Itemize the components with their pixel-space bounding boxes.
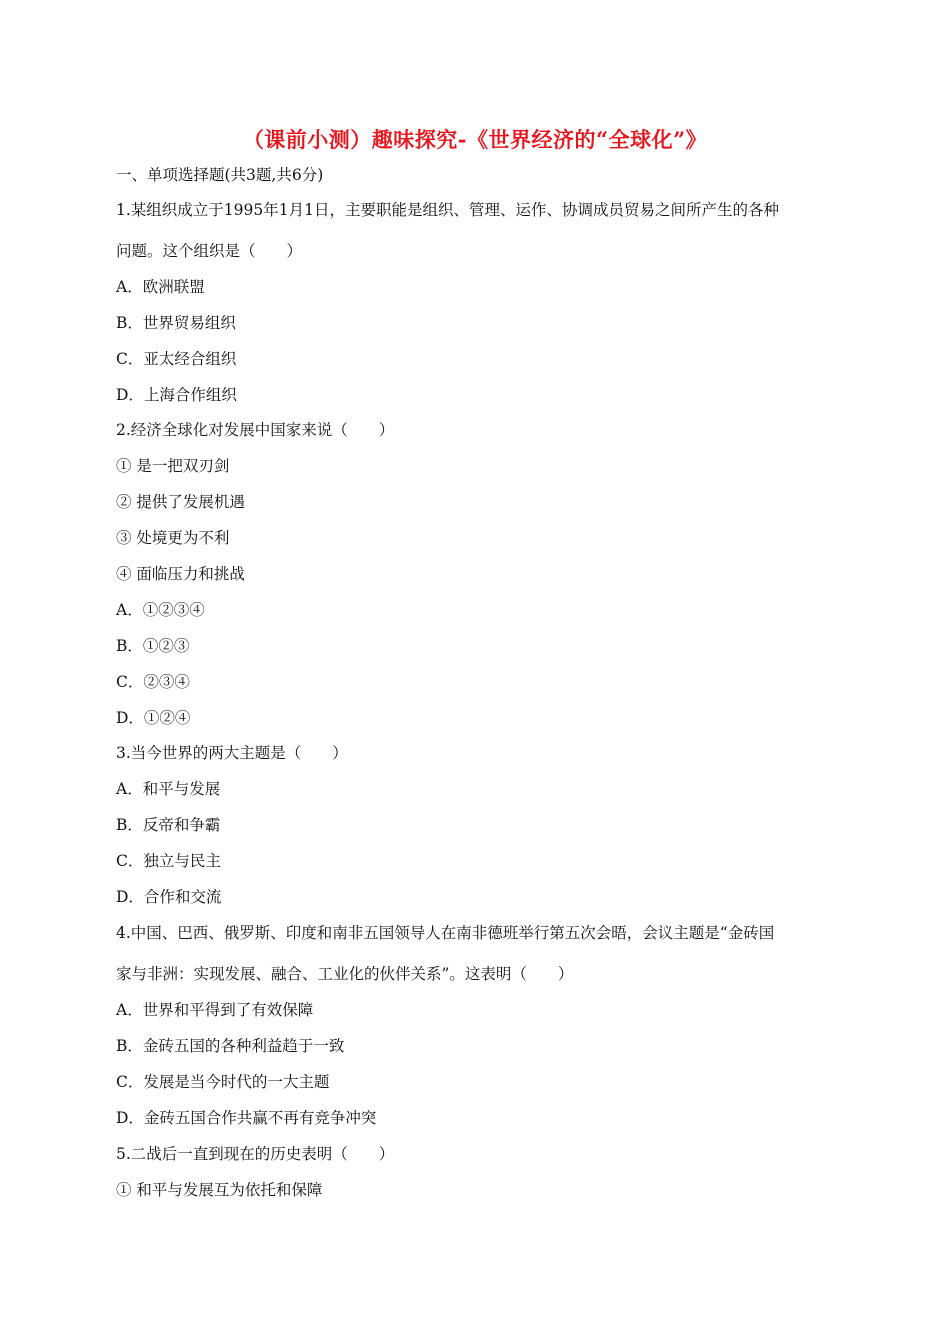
q2-statement-1: ① 是一把双刃剑 bbox=[116, 457, 230, 475]
q5-statement-1: ① 和平与发展互为依托和保障 bbox=[116, 1181, 323, 1199]
q4-option-c: C．发展是当今时代的一大主题 bbox=[116, 1073, 330, 1091]
q3-option-b: B．反帝和争霸 bbox=[116, 816, 221, 834]
q4-stem-line-1: 4.中国、巴西、俄罗斯、印度和南非五国领导人在南非德班举行第五次会晤，会议主题是“金砖国 bbox=[116, 924, 775, 942]
q3-option-c: C．独立与民主 bbox=[116, 852, 221, 870]
q4-stem-line-2: 家与非洲：实现发展、融合、工业化的伙伴关系”。这表明（ ） bbox=[116, 965, 574, 983]
q2-option-a: A．①②③④ bbox=[116, 601, 205, 619]
section-heading: 一、单项选择题(共3题,共6分) bbox=[116, 166, 324, 184]
q3-option-a: A．和平与发展 bbox=[116, 780, 221, 798]
q3-stem: 3.当今世界的两大主题是（ ） bbox=[116, 744, 348, 762]
q2-option-c: C．②③④ bbox=[116, 673, 190, 691]
q1-option-b: B．世界贸易组织 bbox=[116, 314, 236, 332]
q3-option-d: D．合作和交流 bbox=[116, 888, 222, 906]
q2-stem: 2.经济全球化对发展中国家来说（ ） bbox=[116, 421, 395, 439]
q2-statement-3: ③ 处境更为不利 bbox=[116, 529, 230, 547]
q4-option-a: A．世界和平得到了有效保障 bbox=[116, 1001, 314, 1019]
q2-statement-4: ④ 面临压力和挑战 bbox=[116, 565, 245, 583]
q2-statement-2: ② 提供了发展机遇 bbox=[116, 493, 245, 511]
q4-option-d: D．金砖五国合作共赢不再有竞争冲突 bbox=[116, 1109, 377, 1127]
q1-stem-line-2: 问题。这个组织是（ ） bbox=[116, 242, 303, 260]
q1-option-a: A．欧洲联盟 bbox=[116, 278, 205, 296]
q1-stem-line-1: 1.某组织成立于1995年1月1日，主要职能是组织、管理、运作、协调成员贸易之间所产生的各种 bbox=[116, 201, 779, 219]
q1-option-c: C．亚太经合组织 bbox=[116, 350, 237, 368]
q2-option-d: D．①②④ bbox=[116, 709, 191, 727]
q1-option-d: D．上海合作组织 bbox=[116, 386, 237, 404]
document-title: （课前小测）趣味探究-《世界经济的“全球化”》 bbox=[242, 127, 708, 152]
q2-option-b: B．①②③ bbox=[116, 637, 190, 655]
q4-option-b: B．金砖五国的各种利益趋于一致 bbox=[116, 1037, 345, 1055]
q5-stem: 5.二战后一直到现在的历史表明（ ） bbox=[116, 1145, 395, 1163]
